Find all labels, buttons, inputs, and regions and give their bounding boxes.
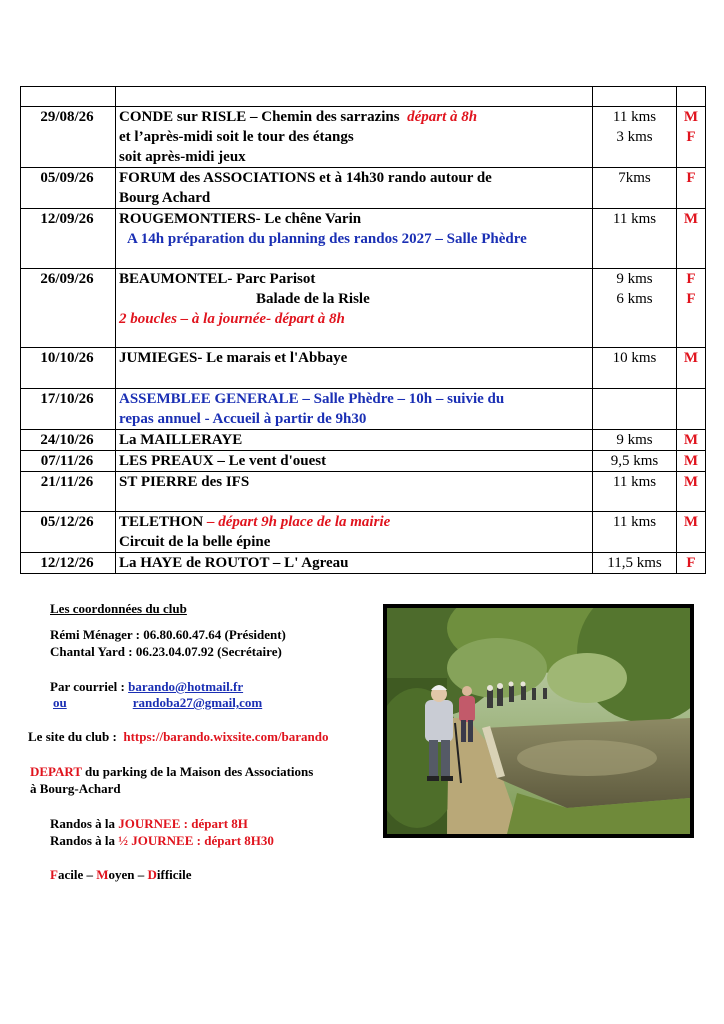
difficulty-cell: M F — [677, 107, 706, 168]
description-line: TELETHON – départ 9h place de la mairie — [119, 514, 391, 530]
description-cell: La MAILLERAYE — [116, 430, 593, 451]
description-line: soit après-midi jeux — [119, 149, 246, 165]
distance-cell: 11 kms — [593, 512, 677, 553]
email-line: Par courriel : barando@hotmail.fr — [50, 679, 244, 694]
description-cell: LES PREAUX – Le vent d'ouest — [116, 451, 593, 472]
distance-cell: 10 kms — [593, 348, 677, 389]
demi-journee-line: Randos à la ½ JOURNEE : départ 8H30 — [50, 833, 274, 848]
date-cell: 05/09/26 — [21, 168, 116, 209]
distance-cell: 9,5 kms — [593, 451, 677, 472]
depart-line: DEPART du parking de la Maison des Associations — [30, 764, 314, 779]
depart-word: DEPART — [30, 764, 82, 779]
description-cell: JUMIEGES- Le marais et l'Abbaye — [116, 348, 593, 389]
distance-cell: 9 kms 6 kms — [593, 269, 677, 348]
date-cell: 26/09/26 — [21, 269, 116, 348]
description-line: A 14h préparation du planning des randos 2027 – Salle Phèdre — [127, 231, 527, 247]
ou-text: ou — [53, 695, 67, 710]
distance-cell: 11 kms — [593, 472, 677, 512]
journee-line: Randos à la JOURNEE : départ 8H — [50, 816, 248, 831]
date-cell: 29/08/26 — [21, 107, 116, 168]
description-line: Balade de la Risle — [256, 291, 370, 307]
contact-president: Rémi Ménager : 06.80.60.47.64 (Président) — [50, 627, 286, 642]
difficulty-legend: Facile – Moyen – Difficile — [50, 867, 192, 882]
departure-time: départ à 8h — [407, 109, 478, 125]
difficulty-cell: M — [677, 472, 706, 512]
club-heading: Les coordonnées du club — [50, 601, 187, 616]
difficulty-cell: F — [677, 553, 706, 574]
departure-time: – départ 9h place de la mairie — [203, 514, 391, 530]
description-line: Circuit de la belle épine — [119, 534, 271, 550]
distance-cell — [593, 389, 677, 430]
distance-cell: 11 kms — [593, 209, 677, 269]
depart-place: à Bourg-Achard — [30, 781, 121, 796]
hiking-photo-frame — [383, 604, 694, 838]
date-cell: 10/10/26 — [21, 348, 116, 389]
date-cell: 24/10/26 — [21, 430, 116, 451]
description-line: Bourg Achard — [119, 190, 211, 206]
difficulty-cell: M — [677, 209, 706, 269]
date-cell: 21/11/26 — [21, 472, 116, 512]
difficulty-cell: M — [677, 512, 706, 553]
distance-cell: 7kms — [593, 168, 677, 209]
email-link-gmail[interactable]: randoba27@gmail,com — [132, 695, 263, 710]
date-cell: 12/09/26 — [21, 209, 116, 269]
date-cell: 05/12/26 — [21, 512, 116, 553]
difficulty-cell: M — [677, 430, 706, 451]
difficulty-cell: F F — [677, 269, 706, 348]
email-line-2 — [53, 694, 262, 711]
description-line: et l’après-midi soit le tour des étangs — [119, 129, 354, 145]
distance-cell: 9 kms — [593, 430, 677, 451]
date-cell: 12/12/26 — [21, 553, 116, 574]
difficulty-cell: F — [677, 168, 706, 209]
description-cell: La HAYE de ROUTOT – L' Agreau — [116, 553, 593, 574]
difficulty-cell — [677, 389, 706, 430]
email-link-hotmail[interactable]: barando@hotmail.fr — [128, 679, 244, 694]
hiking-photo — [387, 608, 690, 834]
distance-cell: 11,5 kms — [593, 553, 677, 574]
difficulty-cell: M — [677, 348, 706, 389]
contact-secretary: Chantal Yard : 06.23.04.07.92 (Secrétaire) — [50, 644, 282, 659]
distance-cell: 11 kms 3 kms — [593, 107, 677, 168]
description-line: BEAUMONTEL- Parc Parisot — [119, 271, 316, 287]
distance-cell — [593, 87, 677, 107]
difficulty-cell — [677, 87, 706, 107]
description-cell: ST PIERRE des IFS — [116, 472, 593, 512]
description-line: CONDE sur RISLE – Chemin des sarrazins départ à 8h — [119, 109, 478, 125]
difficulty-cell: M — [677, 451, 706, 472]
date-cell: 17/10/26 — [21, 389, 116, 430]
description-line: repas annuel - Accueil à partir de 9h30 — [119, 411, 367, 427]
description-line: 2 boucles – à la journée- départ à 8h — [119, 311, 345, 327]
site-line: Le site du club : https://barando.wixsite.com/barando — [28, 729, 329, 744]
date-cell: 07/11/26 — [21, 451, 116, 472]
description-line: ASSEMBLEE GENERALE – Salle Phèdre – 10h – suivie du — [119, 391, 505, 407]
site-link[interactable]: https://barando.wixsite.com/barando — [123, 729, 329, 744]
description-line: FORUM des ASSOCIATIONS et à 14h30 rando autour de — [119, 170, 492, 186]
description-line: ROUGEMONTIERS- Le chêne Varin — [119, 211, 362, 227]
